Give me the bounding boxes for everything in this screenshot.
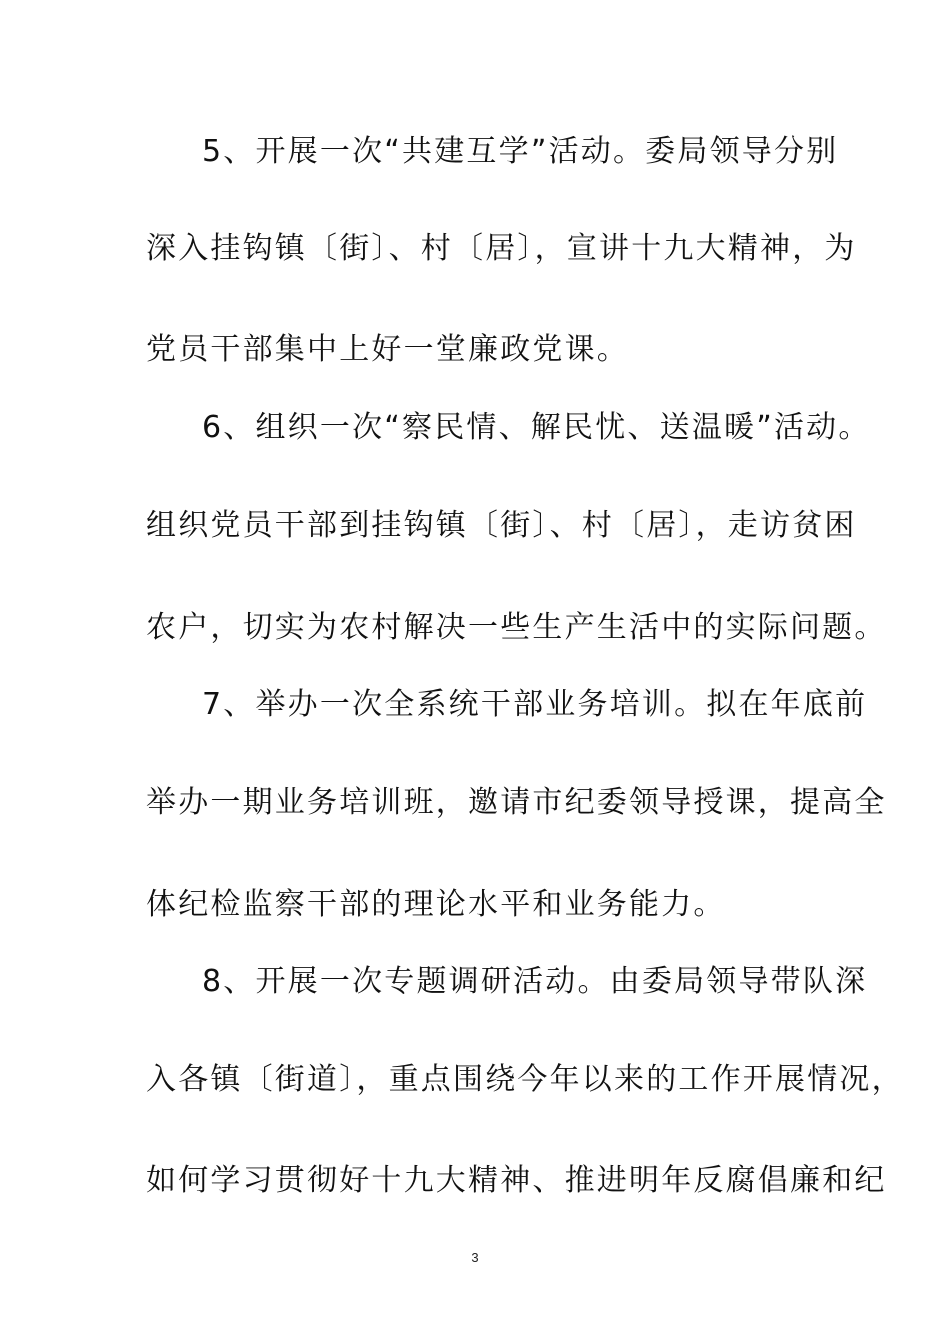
paragraph-6-line-3: 农户，切实为农村解决一些生产生活中的实际问题。 — [146, 610, 887, 645]
paragraph-6-line-2: 组织党员干部到挂钩镇〔街〕、村〔居〕，走访贫困 — [146, 508, 857, 543]
paragraph-7-line-3: 体纪检监察干部的理论水平和业务能力。 — [146, 887, 726, 922]
paragraph-7-line-1: 7、举办一次全系统干部业务培训。拟在年底前 — [202, 687, 868, 722]
paragraph-8-line-2: 入各镇〔街道〕，重点围绕今年以来的工作开展情况， — [146, 1062, 904, 1097]
paragraph-6-line-1: 6、组织一次“察民情、解民忧、送温暖”活动。 — [202, 410, 871, 445]
paragraph-5-line-1: 5、开展一次“共建互学”活动。委局领导分别 — [202, 134, 839, 169]
page-number: 3 — [471, 1250, 479, 1265]
paragraph-8-line-1: 8、开展一次专题调研活动。由委局领导带队深 — [202, 964, 868, 999]
paragraph-5-line-2: 深入挂钩镇〔街〕、村〔居〕，宣讲十九大精神，为 — [146, 231, 857, 266]
paragraph-5-line-3: 党员干部集中上好一堂廉政党课。 — [146, 332, 629, 367]
paragraph-7-line-2: 举办一期业务培训班，邀请市纪委领导授课，提高全 — [146, 785, 887, 820]
paragraph-8-line-3: 如何学习贯彻好十九大精神、推进明年反腐倡廉和纪 — [146, 1163, 887, 1198]
